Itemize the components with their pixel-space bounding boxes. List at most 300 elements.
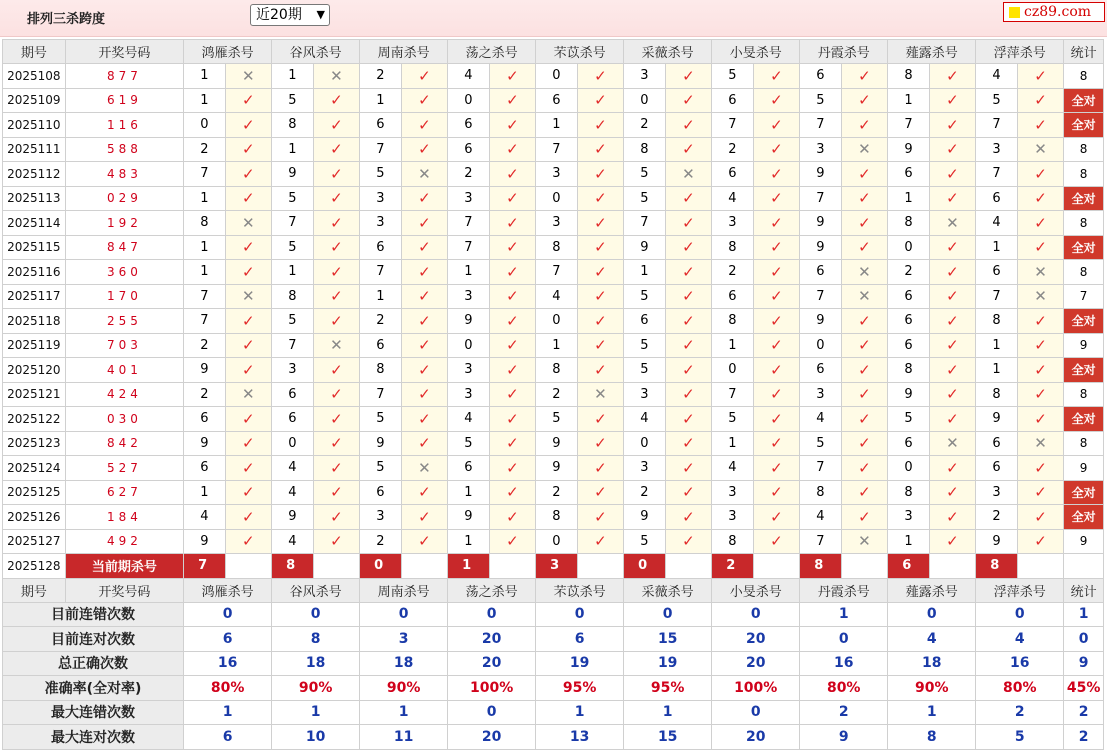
current-blank-cell [401, 554, 448, 579]
stats-value: 15 [624, 725, 712, 750]
check-icon: ✓ [313, 284, 360, 309]
header-column-6: 采薇杀号 [624, 40, 712, 64]
kill-number-cell: 3 [712, 211, 753, 236]
check-icon: ✓ [225, 407, 272, 432]
stats-value: 19 [624, 651, 712, 676]
full-correct-badge: 全对 [1064, 186, 1104, 211]
kill-number-cell: 6 [272, 407, 313, 432]
current-blank-cell [577, 554, 624, 579]
kill-number-cell: 7 [272, 211, 313, 236]
check-icon: ✓ [665, 407, 712, 432]
check-icon: ✓ [665, 260, 712, 285]
check-icon: ✓ [577, 284, 624, 309]
table-row [3, 162, 1104, 187]
check-icon: ✓ [313, 186, 360, 211]
stats-value: 0 [536, 602, 624, 627]
total-cell: 8 [1064, 431, 1104, 456]
kill-number-cell: 1 [272, 260, 313, 285]
current-kill-label: 当前期杀号 [65, 554, 183, 579]
full-correct-badge: 全对 [1064, 88, 1104, 113]
stats-value: 0 [712, 602, 800, 627]
kill-number-cell: 9 [800, 211, 841, 236]
stats-value: 16 [184, 651, 272, 676]
total-cell: 9 [1064, 333, 1104, 358]
kill-number-cell: 7 [184, 309, 225, 334]
kill-number-cell: 5 [624, 529, 665, 554]
current-kill-number: 8 [976, 554, 1017, 579]
stats-value: 20 [448, 651, 536, 676]
kill-number-cell: 6 [360, 333, 401, 358]
kill-number-cell: 6 [536, 88, 577, 113]
stats-value: 0 [800, 627, 888, 652]
total-cell: 8 [1064, 382, 1104, 407]
check-icon: ✓ [665, 382, 712, 407]
stats-value: 2 [976, 700, 1064, 725]
stats-value: 20 [712, 651, 800, 676]
winning-number-cell: 116 [65, 113, 183, 138]
check-icon: ✓ [1017, 505, 1064, 530]
check-icon: ✓ [401, 480, 448, 505]
check-icon: ✓ [929, 309, 976, 334]
check-icon: ✓ [313, 113, 360, 138]
check-icon: ✓ [577, 333, 624, 358]
kill-number-cell: 1 [888, 186, 929, 211]
check-icon: ✓ [665, 333, 712, 358]
kill-number-cell: 9 [448, 505, 489, 530]
header-total: 统计 [1064, 578, 1104, 602]
total-cell: 8 [1064, 64, 1104, 89]
page-title: 排列三杀跨度 [27, 12, 106, 27]
kill-number-cell: 9 [272, 505, 313, 530]
check-icon: ✓ [401, 186, 448, 211]
current-kill-number: 6 [888, 554, 929, 579]
check-icon: ✓ [225, 88, 272, 113]
kill-number-cell: 7 [624, 211, 665, 236]
stats-value: 6 [184, 627, 272, 652]
check-icon: ✓ [665, 480, 712, 505]
table-row [3, 88, 1104, 113]
table-row [3, 358, 1104, 383]
winning-number-cell: 184 [65, 505, 183, 530]
current-blank-cell [313, 554, 360, 579]
period-select-value: 近20期 [256, 7, 302, 23]
kill-number-cell: 6 [888, 284, 929, 309]
check-icon: ✓ [665, 211, 712, 236]
cross-icon: ✕ [313, 64, 360, 89]
stats-value: 1 [624, 700, 712, 725]
kill-number-cell: 1 [448, 260, 489, 285]
kill-number-cell: 9 [800, 162, 841, 187]
kill-number-cell: 0 [536, 64, 577, 89]
check-icon: ✓ [1017, 529, 1064, 554]
winning-number-cell: 483 [65, 162, 183, 187]
kill-number-cell: 1 [184, 260, 225, 285]
check-icon: ✓ [1017, 113, 1064, 138]
check-icon: ✓ [489, 382, 536, 407]
cross-icon: ✕ [1017, 284, 1064, 309]
kill-number-cell: 1 [360, 88, 401, 113]
period-cell: 2025115 [3, 235, 66, 260]
check-icon: ✓ [753, 333, 800, 358]
kill-number-cell: 4 [800, 505, 841, 530]
kill-number-cell: 3 [712, 505, 753, 530]
total-cell: 8 [1064, 260, 1104, 285]
table-row [3, 113, 1104, 138]
check-icon: ✓ [1017, 456, 1064, 481]
kill-number-cell: 0 [448, 333, 489, 358]
stats-value: 90% [888, 676, 976, 701]
kill-number-cell: 1 [888, 88, 929, 113]
check-icon: ✓ [1017, 382, 1064, 407]
check-icon: ✓ [225, 480, 272, 505]
kill-number-cell: 2 [360, 529, 401, 554]
kill-number-cell: 3 [360, 211, 401, 236]
kill-number-cell: 8 [712, 235, 753, 260]
current-blank-cell [665, 554, 712, 579]
check-icon: ✓ [1017, 333, 1064, 358]
stats-value: 1 [184, 700, 272, 725]
kill-number-cell: 2 [184, 137, 225, 162]
kill-number-cell: 4 [536, 284, 577, 309]
header-column-8: 丹霞杀号 [800, 578, 888, 602]
kill-number-cell: 6 [800, 358, 841, 383]
check-icon: ✓ [841, 211, 888, 236]
kill-number-cell: 7 [360, 137, 401, 162]
stats-value: 16 [800, 651, 888, 676]
period-cell: 2025126 [3, 505, 66, 530]
kill-number-cell: 7 [800, 186, 841, 211]
stats-value: 95% [536, 676, 624, 701]
check-icon: ✓ [401, 505, 448, 530]
stats-value: 6 [536, 627, 624, 652]
kill-number-cell: 0 [624, 88, 665, 113]
check-icon: ✓ [489, 113, 536, 138]
site-logo[interactable] [1003, 2, 1105, 22]
kill-number-cell: 3 [360, 505, 401, 530]
winning-number-cell: 619 [65, 88, 183, 113]
check-icon: ✓ [841, 113, 888, 138]
check-icon: ✓ [841, 235, 888, 260]
kill-number-cell: 8 [536, 505, 577, 530]
winning-number-cell: 029 [65, 186, 183, 211]
kill-number-cell: 6 [184, 456, 225, 481]
table-row [3, 260, 1104, 285]
check-icon: ✓ [841, 456, 888, 481]
check-icon: ✓ [313, 88, 360, 113]
stats-value: 80% [976, 676, 1064, 701]
check-icon: ✓ [841, 407, 888, 432]
kill-number-cell: 6 [976, 186, 1017, 211]
kill-number-cell: 8 [184, 211, 225, 236]
check-icon: ✓ [753, 431, 800, 456]
check-icon: ✓ [489, 309, 536, 334]
stats-value: 15 [624, 627, 712, 652]
kill-number-cell: 8 [536, 358, 577, 383]
current-kill-number: 0 [624, 554, 665, 579]
full-correct-badge: 全对 [1064, 309, 1104, 334]
stats-row [3, 725, 1104, 750]
header-column-3: 周南杀号 [360, 578, 448, 602]
stats-value: 4 [888, 627, 976, 652]
kill-number-cell: 9 [536, 456, 577, 481]
stats-row [3, 700, 1104, 725]
check-icon: ✓ [489, 186, 536, 211]
stats-value: 0 [712, 700, 800, 725]
header-column-10: 浮萍杀号 [976, 578, 1064, 602]
kill-number-cell: 6 [360, 235, 401, 260]
check-icon: ✓ [225, 431, 272, 456]
stats-value: 20 [448, 627, 536, 652]
kill-number-cell: 8 [360, 358, 401, 383]
header-row [3, 40, 1104, 64]
stats-value: 1 [800, 602, 888, 627]
kill-number-cell: 7 [184, 284, 225, 309]
check-icon: ✓ [577, 211, 624, 236]
stats-value: 0 [888, 602, 976, 627]
current-blank-cell [929, 554, 976, 579]
kill-number-cell: 5 [712, 64, 753, 89]
period-cell: 2025117 [3, 284, 66, 309]
kill-number-cell: 2 [536, 480, 577, 505]
current-blank-cell [489, 554, 536, 579]
header-column-7: 小旻杀号 [712, 40, 800, 64]
check-icon: ✓ [929, 407, 976, 432]
kill-number-cell: 1 [184, 64, 225, 89]
kill-number-cell: 8 [888, 358, 929, 383]
check-icon: ✓ [1017, 88, 1064, 113]
stats-value: 20 [712, 627, 800, 652]
kill-number-cell: 3 [536, 211, 577, 236]
stats-value: 18 [888, 651, 976, 676]
kill-number-cell: 8 [624, 137, 665, 162]
check-icon: ✓ [577, 358, 624, 383]
current-kill-number: 3 [536, 554, 577, 579]
stats-value: 3 [360, 627, 448, 652]
period-cell: 2025125 [3, 480, 66, 505]
kill-number-cell: 1 [536, 333, 577, 358]
check-icon: ✓ [577, 137, 624, 162]
cross-icon: ✕ [225, 211, 272, 236]
stats-value: 80% [184, 676, 272, 701]
check-icon: ✓ [313, 431, 360, 456]
stats-value: 6 [184, 725, 272, 750]
current-period-row [3, 554, 1104, 579]
check-icon: ✓ [489, 211, 536, 236]
table-row [3, 480, 1104, 505]
check-icon: ✓ [1017, 186, 1064, 211]
kill-number-cell: 5 [272, 235, 313, 260]
kill-number-cell: 9 [184, 358, 225, 383]
kill-number-cell: 7 [976, 162, 1017, 187]
stats-value: 1 [272, 700, 360, 725]
kill-number-cell: 9 [536, 431, 577, 456]
cross-icon: ✕ [313, 333, 360, 358]
kill-number-cell: 9 [624, 505, 665, 530]
winning-number-cell: 424 [65, 382, 183, 407]
check-icon: ✓ [1017, 211, 1064, 236]
table-row [3, 505, 1104, 530]
current-kill-number: 7 [184, 554, 225, 579]
cross-icon: ✕ [841, 529, 888, 554]
check-icon: ✓ [225, 456, 272, 481]
period-cell: 2025118 [3, 309, 66, 334]
stats-value: 80% [800, 676, 888, 701]
kill-number-cell: 0 [888, 456, 929, 481]
kill-number-cell: 2 [712, 137, 753, 162]
kill-number-cell: 9 [976, 407, 1017, 432]
check-icon: ✓ [665, 64, 712, 89]
cross-icon: ✕ [225, 382, 272, 407]
table-row [3, 235, 1104, 260]
table-row [3, 407, 1104, 432]
kill-number-cell: 8 [800, 480, 841, 505]
cross-icon: ✕ [841, 284, 888, 309]
kill-number-cell: 4 [448, 64, 489, 89]
stats-value: 2 [1064, 700, 1104, 725]
kill-number-cell: 1 [976, 235, 1017, 260]
stats-value: 19 [536, 651, 624, 676]
total-cell: 9 [1064, 529, 1104, 554]
kill-number-cell: 6 [976, 431, 1017, 456]
winning-number-cell: 627 [65, 480, 183, 505]
total-cell: 8 [1064, 211, 1104, 236]
check-icon: ✓ [753, 309, 800, 334]
stats-label: 最大连错次数 [3, 700, 184, 725]
kill-number-cell: 1 [184, 186, 225, 211]
check-icon: ✓ [929, 235, 976, 260]
kill-number-cell: 3 [360, 186, 401, 211]
table-row [3, 284, 1104, 309]
kill-number-cell: 5 [624, 333, 665, 358]
check-icon: ✓ [313, 505, 360, 530]
kill-number-cell: 5 [272, 88, 313, 113]
kill-number-cell: 6 [976, 456, 1017, 481]
check-icon: ✓ [1017, 309, 1064, 334]
stats-value: 100% [712, 676, 800, 701]
header-column-10: 浮萍杀号 [976, 40, 1064, 64]
cross-icon: ✕ [841, 137, 888, 162]
stats-value: 18 [272, 651, 360, 676]
kill-number-cell: 0 [272, 431, 313, 456]
kill-number-cell: 6 [976, 260, 1017, 285]
stats-value: 0 [184, 602, 272, 627]
kill-number-cell: 0 [624, 431, 665, 456]
check-icon: ✓ [225, 333, 272, 358]
kill-number-cell: 1 [712, 333, 753, 358]
check-icon: ✓ [401, 431, 448, 456]
kill-number-cell: 1 [448, 480, 489, 505]
kill-number-cell: 2 [536, 382, 577, 407]
header-column-5: 芣苡杀号 [536, 40, 624, 64]
check-icon: ✓ [489, 64, 536, 89]
period-cell: 2025112 [3, 162, 66, 187]
current-kill-number: 1 [448, 554, 489, 579]
kill-number-cell: 0 [184, 113, 225, 138]
check-icon: ✓ [753, 407, 800, 432]
winning-number-cell: 401 [65, 358, 183, 383]
check-icon: ✓ [489, 456, 536, 481]
kill-number-cell: 8 [976, 309, 1017, 334]
cross-icon: ✕ [401, 162, 448, 187]
kill-number-cell: 5 [976, 88, 1017, 113]
current-period-cell: 2025128 [3, 554, 66, 579]
winning-number-cell: 255 [65, 309, 183, 334]
kill-number-cell: 6 [800, 64, 841, 89]
kill-number-cell: 0 [800, 333, 841, 358]
check-icon: ✓ [401, 358, 448, 383]
stats-value: 1 [1064, 602, 1104, 627]
kill-number-cell: 2 [184, 382, 225, 407]
kill-number-cell: 5 [624, 162, 665, 187]
check-icon: ✓ [313, 235, 360, 260]
kill-number-cell: 1 [272, 64, 313, 89]
header-column-2: 谷风杀号 [272, 578, 360, 602]
check-icon: ✓ [1017, 162, 1064, 187]
kill-number-cell: 7 [360, 260, 401, 285]
check-icon: ✓ [929, 480, 976, 505]
kill-number-cell: 5 [800, 431, 841, 456]
stats-value: 13 [536, 725, 624, 750]
kill-number-cell: 3 [448, 186, 489, 211]
winning-number-cell: 588 [65, 137, 183, 162]
current-kill-number: 8 [800, 554, 841, 579]
stats-value: 8 [272, 627, 360, 652]
kill-number-cell: 1 [184, 235, 225, 260]
check-icon: ✓ [401, 309, 448, 334]
period-select[interactable] [250, 4, 330, 26]
kill-number-cell: 4 [272, 456, 313, 481]
kill-number-cell: 9 [800, 235, 841, 260]
winning-number-cell: 192 [65, 211, 183, 236]
kill-number-cell: 0 [888, 235, 929, 260]
kill-number-cell: 1 [448, 529, 489, 554]
check-icon: ✓ [489, 260, 536, 285]
total-cell: 8 [1064, 137, 1104, 162]
stats-label: 目前连错次数 [3, 602, 184, 627]
kill-number-cell: 3 [800, 382, 841, 407]
check-icon: ✓ [929, 64, 976, 89]
kill-number-cell: 7 [272, 333, 313, 358]
check-icon: ✓ [577, 260, 624, 285]
kill-number-cell: 5 [888, 407, 929, 432]
check-icon: ✓ [489, 480, 536, 505]
header-total: 统计 [1064, 40, 1104, 64]
check-icon: ✓ [753, 529, 800, 554]
current-blank-cell [1017, 554, 1064, 579]
header-row [3, 578, 1104, 602]
check-icon: ✓ [665, 358, 712, 383]
kill-number-cell: 2 [888, 260, 929, 285]
check-icon: ✓ [753, 162, 800, 187]
cross-icon: ✕ [401, 456, 448, 481]
check-icon: ✓ [665, 113, 712, 138]
kill-number-cell: 8 [272, 113, 313, 138]
check-icon: ✓ [753, 284, 800, 309]
check-icon: ✓ [401, 64, 448, 89]
kill-number-cell: 2 [976, 505, 1017, 530]
table-row [3, 309, 1104, 334]
kill-number-cell: 1 [184, 88, 225, 113]
check-icon: ✓ [401, 529, 448, 554]
kill-number-cell: 3 [536, 162, 577, 187]
header-column-4: 荡之杀号 [448, 40, 536, 64]
kill-number-cell: 6 [448, 113, 489, 138]
check-icon: ✓ [929, 284, 976, 309]
winning-number-cell: 847 [65, 235, 183, 260]
period-cell: 2025121 [3, 382, 66, 407]
winning-number-cell: 170 [65, 284, 183, 309]
kill-number-cell: 5 [360, 456, 401, 481]
